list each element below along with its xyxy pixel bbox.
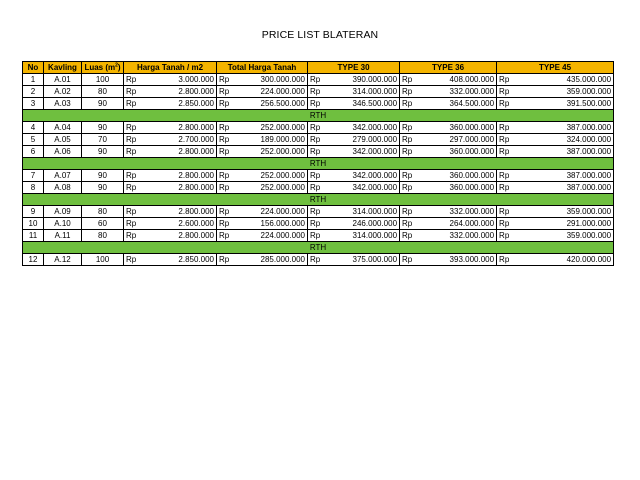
currency-label: Rp bbox=[400, 218, 420, 230]
cell-harga-tanah: 2.800.000 bbox=[145, 122, 217, 134]
cell-type-45: 420.000.000 bbox=[517, 254, 614, 266]
currency-label: Rp bbox=[217, 182, 237, 194]
price-table bbox=[22, 61, 614, 266]
cell-type-45: 387.000.000 bbox=[517, 122, 614, 134]
cell-luas: 80 bbox=[82, 230, 124, 242]
cell-total-harga: 252.000.000 bbox=[237, 146, 308, 158]
cell-luas: 80 bbox=[82, 86, 124, 98]
cell-harga-tanah: 3.000.000 bbox=[145, 74, 217, 86]
currency-label: Rp bbox=[400, 170, 420, 182]
cell-type-36: 264.000.000 bbox=[420, 218, 497, 230]
currency-label: Rp bbox=[217, 86, 237, 98]
currency-label: Rp bbox=[308, 146, 328, 158]
cell-type-30: 342.000.000 bbox=[328, 122, 400, 134]
cell-type-45: 435.000.000 bbox=[517, 74, 614, 86]
currency-label: Rp bbox=[308, 170, 328, 182]
table-row bbox=[23, 218, 614, 230]
currency-label: Rp bbox=[217, 218, 237, 230]
currency-label: Rp bbox=[497, 134, 517, 146]
cell-type-45: 359.000.000 bbox=[517, 86, 614, 98]
currency-label: Rp bbox=[124, 122, 145, 134]
cell-kavling: A.05 bbox=[44, 134, 82, 146]
cell-kavling: A.08 bbox=[44, 182, 82, 194]
cell-total-harga: 256.500.000 bbox=[237, 98, 308, 110]
currency-label: Rp bbox=[308, 254, 328, 266]
cell-luas: 80 bbox=[82, 206, 124, 218]
cell-type-45: 359.000.000 bbox=[517, 206, 614, 218]
cell-kavling: A.01 bbox=[44, 74, 82, 86]
cell-type-36: 364.500.000 bbox=[420, 98, 497, 110]
header-no: No bbox=[23, 62, 44, 74]
cell-type-36: 332.000.000 bbox=[420, 230, 497, 242]
cell-no: 10 bbox=[23, 218, 44, 230]
currency-label: Rp bbox=[308, 182, 328, 194]
currency-label: Rp bbox=[124, 98, 145, 110]
currency-label: Rp bbox=[217, 206, 237, 218]
currency-label: Rp bbox=[217, 74, 237, 86]
currency-label: Rp bbox=[497, 182, 517, 194]
cell-type-45: 387.000.000 bbox=[517, 182, 614, 194]
cell-no: 4 bbox=[23, 122, 44, 134]
cell-total-harga: 252.000.000 bbox=[237, 170, 308, 182]
cell-no: 2 bbox=[23, 86, 44, 98]
cell-harga-tanah: 2.700.000 bbox=[145, 134, 217, 146]
cell-kavling: A.02 bbox=[44, 86, 82, 98]
cell-type-36: 408.000.000 bbox=[420, 74, 497, 86]
cell-type-45: 291.000.000 bbox=[517, 218, 614, 230]
currency-label: Rp bbox=[124, 134, 145, 146]
cell-total-harga: 252.000.000 bbox=[237, 122, 308, 134]
currency-label: Rp bbox=[400, 86, 420, 98]
cell-type-30: 346.500.000 bbox=[328, 98, 400, 110]
cell-harga-tanah: 2.800.000 bbox=[145, 206, 217, 218]
cell-luas: 90 bbox=[82, 146, 124, 158]
currency-label: Rp bbox=[400, 134, 420, 146]
cell-type-36: 297.000.000 bbox=[420, 134, 497, 146]
cell-luas: 90 bbox=[82, 182, 124, 194]
cell-type-45: 387.000.000 bbox=[517, 170, 614, 182]
currency-label: Rp bbox=[400, 182, 420, 194]
currency-label: Rp bbox=[217, 146, 237, 158]
cell-total-harga: 224.000.000 bbox=[237, 230, 308, 242]
cell-type-30: 279.000.000 bbox=[328, 134, 400, 146]
cell-type-30: 246.000.000 bbox=[328, 218, 400, 230]
table-row bbox=[23, 182, 614, 194]
header-type-45: TYPE 45 bbox=[497, 62, 614, 74]
currency-label: Rp bbox=[497, 254, 517, 266]
currency-label: Rp bbox=[497, 86, 517, 98]
currency-label: Rp bbox=[217, 98, 237, 110]
cell-no: 3 bbox=[23, 98, 44, 110]
header-total-harga-tanah: Total Harga Tanah bbox=[217, 62, 308, 74]
currency-label: Rp bbox=[124, 86, 145, 98]
table-row bbox=[23, 230, 614, 242]
rth-label: RTH bbox=[23, 194, 614, 206]
header-kavling: Kavling bbox=[44, 62, 82, 74]
header-harga-tanah: Harga Tanah / m2 bbox=[124, 62, 217, 74]
cell-kavling: A.03 bbox=[44, 98, 82, 110]
cell-luas: 90 bbox=[82, 122, 124, 134]
header-type-36: TYPE 36 bbox=[400, 62, 497, 74]
currency-label: Rp bbox=[217, 230, 237, 242]
currency-label: Rp bbox=[308, 218, 328, 230]
currency-label: Rp bbox=[217, 254, 237, 266]
cell-no: 11 bbox=[23, 230, 44, 242]
currency-label: Rp bbox=[308, 134, 328, 146]
currency-label: Rp bbox=[400, 146, 420, 158]
currency-label: Rp bbox=[124, 146, 145, 158]
currency-label: Rp bbox=[497, 206, 517, 218]
cell-type-45: 387.000.000 bbox=[517, 146, 614, 158]
cell-type-30: 314.000.000 bbox=[328, 230, 400, 242]
cell-luas: 90 bbox=[82, 170, 124, 182]
cell-total-harga: 300.000.000 bbox=[237, 74, 308, 86]
cell-harga-tanah: 2.800.000 bbox=[145, 86, 217, 98]
cell-harga-tanah: 2.800.000 bbox=[145, 182, 217, 194]
cell-type-36: 360.000.000 bbox=[420, 122, 497, 134]
cell-luas: 90 bbox=[82, 98, 124, 110]
cell-luas: 100 bbox=[82, 74, 124, 86]
cell-total-harga: 224.000.000 bbox=[237, 86, 308, 98]
cell-kavling: A.07 bbox=[44, 170, 82, 182]
cell-type-36: 360.000.000 bbox=[420, 146, 497, 158]
currency-label: Rp bbox=[308, 230, 328, 242]
cell-kavling: A.04 bbox=[44, 122, 82, 134]
rth-separator-row bbox=[23, 110, 614, 122]
currency-label: Rp bbox=[217, 134, 237, 146]
currency-label: Rp bbox=[497, 98, 517, 110]
cell-type-30: 375.000.000 bbox=[328, 254, 400, 266]
cell-type-36: 393.000.000 bbox=[420, 254, 497, 266]
rth-label: RTH bbox=[23, 242, 614, 254]
cell-no: 12 bbox=[23, 254, 44, 266]
table-row bbox=[23, 170, 614, 182]
cell-total-harga: 156.000.000 bbox=[237, 218, 308, 230]
cell-no: 5 bbox=[23, 134, 44, 146]
cell-type-36: 360.000.000 bbox=[420, 170, 497, 182]
cell-no: 7 bbox=[23, 170, 44, 182]
currency-label: Rp bbox=[308, 122, 328, 134]
cell-total-harga: 224.000.000 bbox=[237, 206, 308, 218]
cell-type-45: 391.500.000 bbox=[517, 98, 614, 110]
cell-type-45: 324.000.000 bbox=[517, 134, 614, 146]
currency-label: Rp bbox=[308, 74, 328, 86]
currency-label: Rp bbox=[400, 98, 420, 110]
cell-kavling: A.10 bbox=[44, 218, 82, 230]
cell-type-36: 360.000.000 bbox=[420, 182, 497, 194]
cell-harga-tanah: 2.800.000 bbox=[145, 170, 217, 182]
cell-luas: 70 bbox=[82, 134, 124, 146]
cell-type-30: 342.000.000 bbox=[328, 170, 400, 182]
table-row bbox=[23, 254, 614, 266]
rth-separator-row bbox=[23, 242, 614, 254]
cell-luas: 100 bbox=[82, 254, 124, 266]
cell-kavling: A.06 bbox=[44, 146, 82, 158]
rth-label: RTH bbox=[23, 110, 614, 122]
currency-label: Rp bbox=[124, 206, 145, 218]
cell-type-30: 342.000.000 bbox=[328, 146, 400, 158]
page-title: PRICE LIST BLATERAN bbox=[261, 29, 379, 41]
cell-kavling: A.11 bbox=[44, 230, 82, 242]
cell-harga-tanah: 2.800.000 bbox=[145, 230, 217, 242]
currency-label: Rp bbox=[124, 218, 145, 230]
cell-harga-tanah: 2.800.000 bbox=[145, 146, 217, 158]
table-row bbox=[23, 74, 614, 86]
cell-no: 8 bbox=[23, 182, 44, 194]
currency-label: Rp bbox=[497, 170, 517, 182]
cell-total-harga: 252.000.000 bbox=[237, 182, 308, 194]
table-row bbox=[23, 134, 614, 146]
currency-label: Rp bbox=[497, 74, 517, 86]
cell-harga-tanah: 2.850.000 bbox=[145, 254, 217, 266]
table-row bbox=[23, 122, 614, 134]
currency-label: Rp bbox=[217, 122, 237, 134]
cell-type-30: 390.000.000 bbox=[328, 74, 400, 86]
cell-no: 6 bbox=[23, 146, 44, 158]
currency-label: Rp bbox=[124, 230, 145, 242]
currency-label: Rp bbox=[217, 170, 237, 182]
table-body bbox=[23, 74, 614, 266]
header-luas: Luas $(m^2)$ bbox=[82, 62, 124, 74]
cell-type-36: 332.000.000 bbox=[420, 86, 497, 98]
cell-luas: 60 bbox=[82, 218, 124, 230]
table-header-row bbox=[23, 62, 614, 74]
currency-label: Rp bbox=[400, 74, 420, 86]
table-row bbox=[23, 98, 614, 110]
currency-label: Rp bbox=[124, 182, 145, 194]
table-row bbox=[23, 206, 614, 218]
currency-label: Rp bbox=[308, 98, 328, 110]
cell-total-harga: 285.000.000 bbox=[237, 254, 308, 266]
currency-label: Rp bbox=[497, 122, 517, 134]
currency-label: Rp bbox=[124, 170, 145, 182]
currency-label: Rp bbox=[124, 254, 145, 266]
currency-label: Rp bbox=[400, 254, 420, 266]
currency-label: Rp bbox=[497, 230, 517, 242]
rth-separator-row bbox=[23, 158, 614, 170]
cell-kavling: A.09 bbox=[44, 206, 82, 218]
cell-harga-tanah: 2.850.000 bbox=[145, 98, 217, 110]
cell-kavling: A.12 bbox=[44, 254, 82, 266]
cell-type-36: 332.000.000 bbox=[420, 206, 497, 218]
currency-label: Rp bbox=[400, 122, 420, 134]
cell-no: 9 bbox=[23, 206, 44, 218]
currency-label: Rp bbox=[124, 74, 145, 86]
currency-label: Rp bbox=[400, 230, 420, 242]
header-type-30: TYPE 30 bbox=[308, 62, 400, 74]
cell-no: 1 bbox=[23, 74, 44, 86]
currency-label: Rp bbox=[497, 218, 517, 230]
currency-label: Rp bbox=[400, 206, 420, 218]
rth-label: RTH bbox=[23, 158, 614, 170]
currency-label: Rp bbox=[497, 146, 517, 158]
table-row bbox=[23, 86, 614, 98]
cell-type-30: 314.000.000 bbox=[328, 86, 400, 98]
currency-label: Rp bbox=[308, 86, 328, 98]
cell-type-30: 342.000.000 bbox=[328, 182, 400, 194]
currency-label: Rp bbox=[308, 206, 328, 218]
cell-type-45: 359.000.000 bbox=[517, 230, 614, 242]
cell-type-30: 314.000.000 bbox=[328, 206, 400, 218]
cell-harga-tanah: 2.600.000 bbox=[145, 218, 217, 230]
table-row bbox=[23, 146, 614, 158]
cell-total-harga: 189.000.000 bbox=[237, 134, 308, 146]
rth-separator-row bbox=[23, 194, 614, 206]
